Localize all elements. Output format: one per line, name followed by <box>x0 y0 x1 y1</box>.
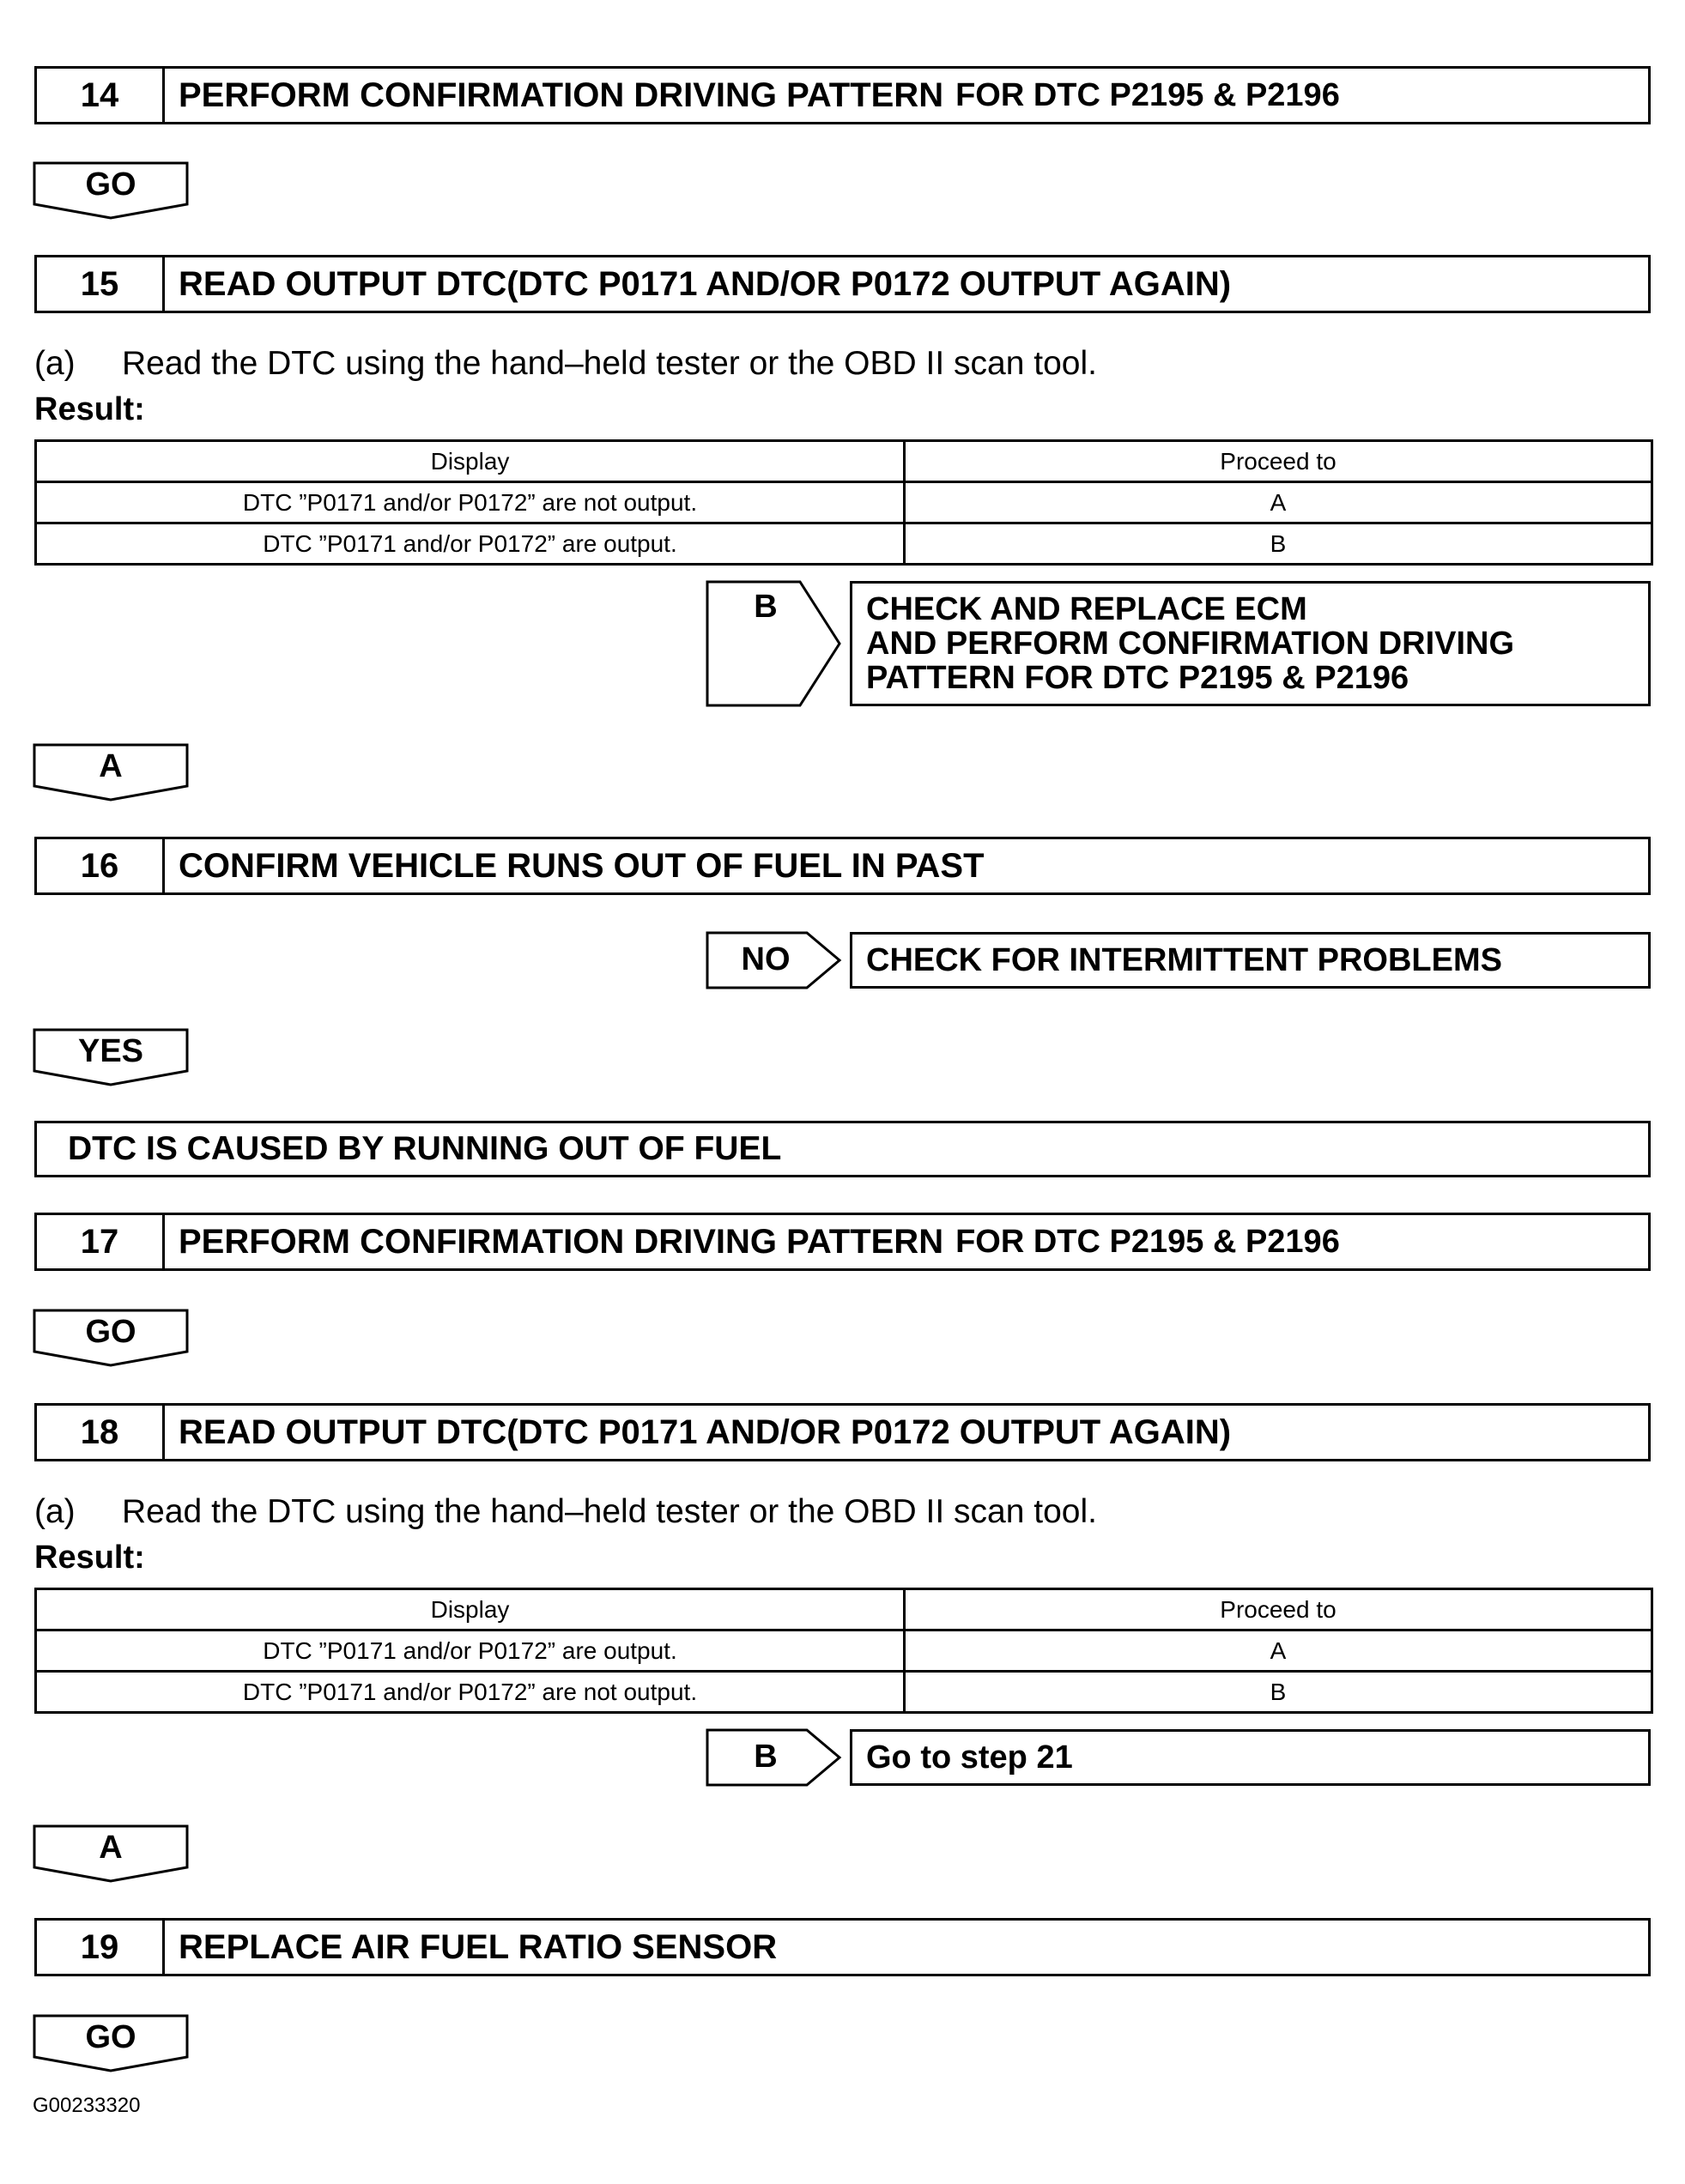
step-number: 16 <box>37 839 165 892</box>
go-arrow <box>33 161 189 221</box>
table-cell: DTC ”P0171 and/or P0172” are output. <box>36 1630 905 1672</box>
arrow-label: YES <box>77 1033 144 1069</box>
step-title: CONFIRM VEHICLE RUNS OUT OF FUEL IN PAST <box>179 846 985 885</box>
instruction-para <box>34 1493 1097 1531</box>
para-label: (a) <box>34 345 76 382</box>
table-header-cell: Display <box>36 441 905 482</box>
table-cell: DTC ”P0171 and/or P0172” are output. <box>36 523 905 565</box>
branch-line: CHECK AND REPLACE ECM <box>866 591 1307 627</box>
table-header-cell: Display <box>36 1589 905 1630</box>
step-17-box <box>34 1213 1651 1271</box>
step-title-main: PERFORM CONFIRMATION DRIVING PATTERN <box>179 76 944 114</box>
step-18-box <box>34 1403 1651 1461</box>
para-label: (a) <box>34 1493 76 1530</box>
step-number: 15 <box>37 257 165 311</box>
step-title: REPLACE AIR FUEL RATIO SENSOR <box>179 1927 778 1966</box>
step-number: 14 <box>37 69 165 122</box>
a-arrow <box>33 743 189 803</box>
arrow-label: NO <box>741 941 791 977</box>
table-cell: B <box>905 1672 1652 1713</box>
a-arrow <box>33 1824 189 1885</box>
arrow-label: B <box>754 1739 778 1775</box>
step-title-sub: FOR DTC P2195 & P2196 <box>955 1223 1340 1260</box>
result-table-1 <box>34 439 1653 566</box>
table-cell: B <box>905 523 1652 565</box>
result-table-2 <box>34 1588 1653 1714</box>
cause-box: DTC IS CAUSED BY RUNNING OUT OF FUEL <box>34 1121 1651 1177</box>
step-number: 17 <box>37 1215 165 1268</box>
go-arrow <box>33 2014 189 2074</box>
step-16-box <box>34 837 1651 895</box>
result-label: Result: <box>34 391 145 427</box>
step-number: 19 <box>37 1921 165 1974</box>
branch-b-box <box>850 581 1651 706</box>
arrow-label: GO <box>85 166 136 203</box>
table-row <box>36 482 1652 523</box>
table-header-cell: Proceed to <box>905 441 1652 482</box>
table-cell: DTC ”P0171 and/or P0172” are not output. <box>36 1672 905 1713</box>
arrow-label: GO <box>85 1314 136 1350</box>
step-title: READ OUTPUT DTC(DTC P0171 AND/OR P0172 OUTPUT AGAIN) <box>179 1413 1232 1451</box>
table-header-row <box>36 1589 1652 1630</box>
branch-no-box: CHECK FOR INTERMITTENT PROBLEMS <box>850 932 1651 989</box>
table-header-row <box>36 441 1652 482</box>
branch-line: PATTERN FOR DTC P2195 & P2196 <box>866 660 1409 696</box>
step-title <box>165 1215 1648 1268</box>
arrow-label: A <box>99 748 123 784</box>
table-row <box>36 1672 1652 1713</box>
table-cell: A <box>905 1630 1652 1672</box>
table-cell: A <box>905 482 1652 523</box>
branch-line: AND PERFORM CONFIRMATION DRIVING <box>866 626 1515 662</box>
branch-b2-box: Go to step 21 <box>850 1729 1651 1786</box>
branch-b-arrow <box>706 580 843 707</box>
branch-no-arrow <box>706 931 843 989</box>
table-row <box>36 1630 1652 1672</box>
para-text: Read the DTC using the hand–held tester or the OBD II scan tool. <box>122 345 1097 382</box>
yes-arrow <box>33 1028 189 1088</box>
branch-b2-arrow <box>706 1728 843 1787</box>
table-cell: DTC ”P0171 and/or P0172” are not output. <box>36 482 905 523</box>
arrow-label: GO <box>85 2019 136 2055</box>
step-number: 18 <box>37 1406 165 1459</box>
step-14-box <box>34 66 1651 124</box>
step-title-main: PERFORM CONFIRMATION DRIVING PATTERN <box>179 1222 944 1261</box>
go-arrow <box>33 1309 189 1369</box>
instruction-para <box>34 345 1097 383</box>
step-title-sub: FOR DTC P2195 & P2196 <box>955 76 1340 113</box>
para-text: Read the DTC using the hand–held tester or the OBD II scan tool. <box>122 1493 1097 1530</box>
table-row <box>36 523 1652 565</box>
step-19-box <box>34 1918 1651 1976</box>
figure-code: G00233320 <box>33 2094 141 2117</box>
step-title: READ OUTPUT DTC(DTC P0171 AND/OR P0172 OUTPUT AGAIN) <box>179 264 1232 303</box>
table-header-cell: Proceed to <box>905 1589 1652 1630</box>
arrow-label: A <box>99 1830 123 1866</box>
result-label: Result: <box>34 1540 145 1576</box>
step-title <box>165 69 1648 122</box>
step-15-box <box>34 255 1651 313</box>
arrow-label: B <box>754 589 778 625</box>
